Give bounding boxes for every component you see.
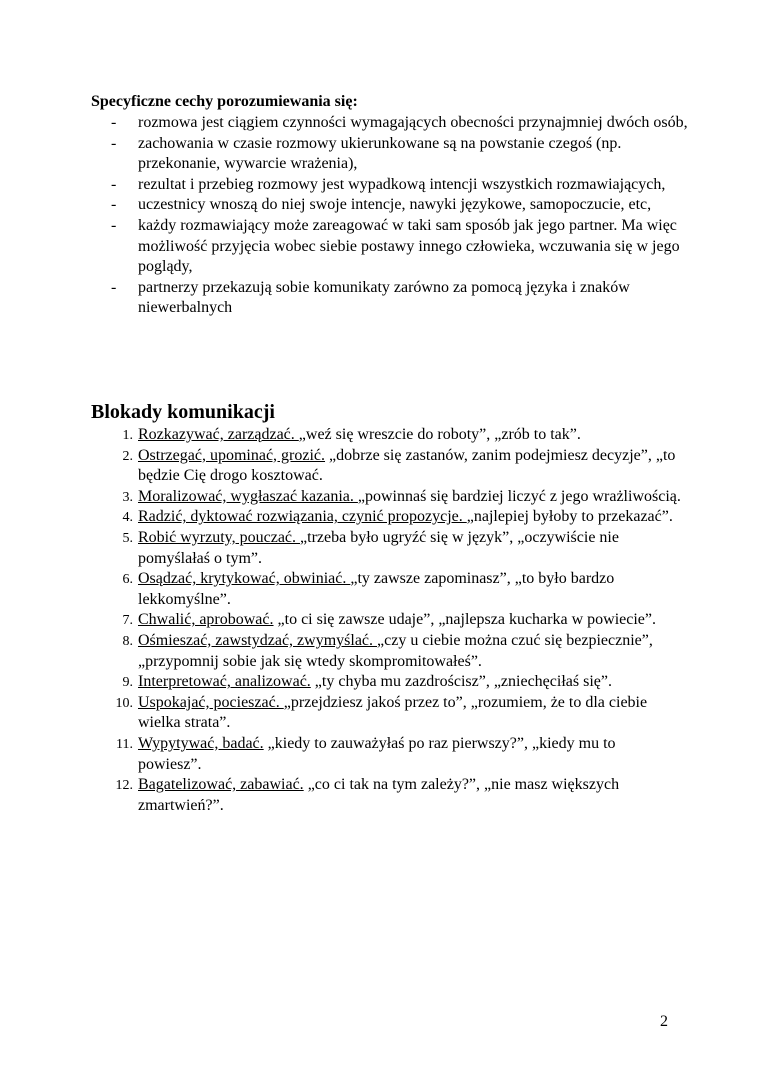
bullet-marker: - — [111, 278, 117, 296]
blocker-label: Interpretować, analizować. — [138, 673, 311, 691]
bullet-marker: - — [111, 175, 117, 193]
item-number: 4. — [122, 510, 133, 526]
blocker-label: Ostrzegać, upominać, grozić. — [138, 446, 326, 464]
bullet-marker: - — [111, 196, 117, 214]
numbered-item — [91, 693, 681, 734]
page-number: 2 — [660, 1013, 668, 1030]
section-heading-communication-traits: Specyficzne cechy porozumiewania się: — [91, 93, 358, 110]
blocker-label: Rozkazywać, zarządzać. — [138, 426, 299, 443]
blocker-label: Chwalić, aprobować. — [138, 611, 274, 629]
bullet-item — [91, 216, 691, 278]
numbered-list-communication-blocks — [91, 425, 681, 816]
numbered-item — [91, 446, 681, 487]
numbered-item — [91, 569, 681, 610]
bullet-item — [91, 278, 691, 319]
item-number: 5. — [122, 530, 133, 546]
blocker-label: Bagatelizować, zabawiać. — [138, 776, 304, 794]
blocker-example: „powinnaś się bardziej liczyć z jego wrażliwością. — [357, 487, 681, 505]
blocker-label: Wypytywać, badać. — [138, 734, 264, 752]
bullet-text: rozmowa jest ciągiem czynności wymagających obecności przynajmniej dwóch osób, — [138, 114, 688, 131]
item-number: 9. — [122, 675, 133, 691]
blocker-example: „weź się wreszcie do roboty”, „zrób to tak”. — [298, 426, 581, 443]
item-number: 7. — [122, 613, 133, 629]
bullet-text: rezultat i przebieg rozmowy jest wypadkową intencji wszystkich rozmawiających, — [138, 175, 666, 193]
item-number: 3. — [122, 489, 133, 505]
numbered-item — [91, 775, 681, 816]
bullet-marker: - — [111, 114, 117, 131]
blocker-label: Radzić, dyktować rozwiązania, czynić propozycje. — [138, 508, 467, 526]
blocker-example: „kiedy to zauważyłaś po raz pierwszy?”, „kiedy mu to powiesz”. — [138, 734, 616, 773]
numbered-item — [91, 631, 681, 672]
bullet-list-communication-traits — [91, 113, 691, 319]
blocker-example: „co ci tak na tym zależy?”, „nie masz większych zmartwień?”. — [138, 776, 620, 814]
item-number: 1. — [122, 428, 133, 443]
bullet-item — [91, 113, 691, 134]
blocker-label: Ośmieszać, zawstydzać, zwymyślać. — [138, 631, 378, 649]
blocker-label: Uspokajać, pocieszać. — [138, 693, 284, 711]
item-number: 12. — [115, 778, 133, 794]
bullet-item — [91, 134, 691, 175]
blocker-example: „ty zawsze zapominasz”, „to było bardzo lekkomyślne”. — [138, 570, 615, 608]
blocker-example: „dobrze się zastanów, zanim podejmiesz decyzje”, „to będzie Cię drogo kosztować. — [138, 446, 676, 485]
blocker-label: Moralizować, wygłaszać kazania. — [138, 487, 358, 505]
item-number: 10. — [115, 695, 133, 711]
numbered-item — [91, 528, 681, 569]
blocker-example: „ty chyba mu zazdrościsz”, „zniechęciłaś się”. — [310, 673, 612, 691]
item-number: 2. — [122, 448, 133, 464]
item-number: 11. — [116, 736, 133, 752]
bullet-item — [91, 175, 691, 196]
blocker-example: „trzeba było ugryźć się w język”, „oczywiście nie pomyślałaś o tym”. — [138, 528, 619, 567]
bullet-marker: - — [111, 134, 117, 152]
numbered-item — [91, 610, 681, 631]
bullet-text: uczestnicy wnoszą do niej swoje intencje, nawyki językowe, samopoczucie, etc, — [138, 196, 652, 214]
numbered-item — [91, 425, 681, 446]
bullet-item — [91, 195, 691, 216]
numbered-item — [91, 487, 681, 508]
blocker-example: „przejdziesz jakoś przez to”, „rozumiem, że to dla ciebie wielka strata”. — [138, 693, 648, 732]
section-heading-communication-blocks: Blokady komunikacji — [91, 401, 275, 423]
blocker-label: Robić wyrzuty, pouczać. — [138, 528, 301, 546]
blocker-example: „najlepiej byłoby to przekazać”. — [466, 508, 673, 526]
item-number: 6. — [122, 572, 133, 588]
bullet-text: każdy rozmawiający może zareagować w taki sam sposób jak jego partner. Ma więc możliwość przyjęcia wobec siebie postawy innego człowieka, wczuwania się w jego poglądy, — [138, 216, 680, 276]
numbered-item — [91, 734, 681, 775]
item-number: 8. — [122, 633, 133, 649]
bullet-text: partnerzy przekazują sobie komunikaty zarówno za pomocą języka i znaków niewerbalnych — [138, 278, 630, 317]
bullet-text: zachowania w czasie rozmowy ukierunkowane są na powstanie czegoś (np. przekonanie, wywarcie wrażenia), — [138, 134, 622, 173]
blocker-example: „czy u ciebie można czuć się bezpiecznie”, „przypomnij sobie jak się wtedy skompromitowałeś”. — [138, 631, 653, 670]
bullet-marker: - — [111, 216, 117, 234]
blocker-example: „to ci się zawsze udaje”, „najlepsza kucharka w powiecie”. — [273, 611, 656, 629]
numbered-item — [91, 672, 681, 693]
blocker-label: Osądzać, krytykować, obwiniać. — [138, 570, 351, 588]
numbered-item — [91, 507, 681, 528]
